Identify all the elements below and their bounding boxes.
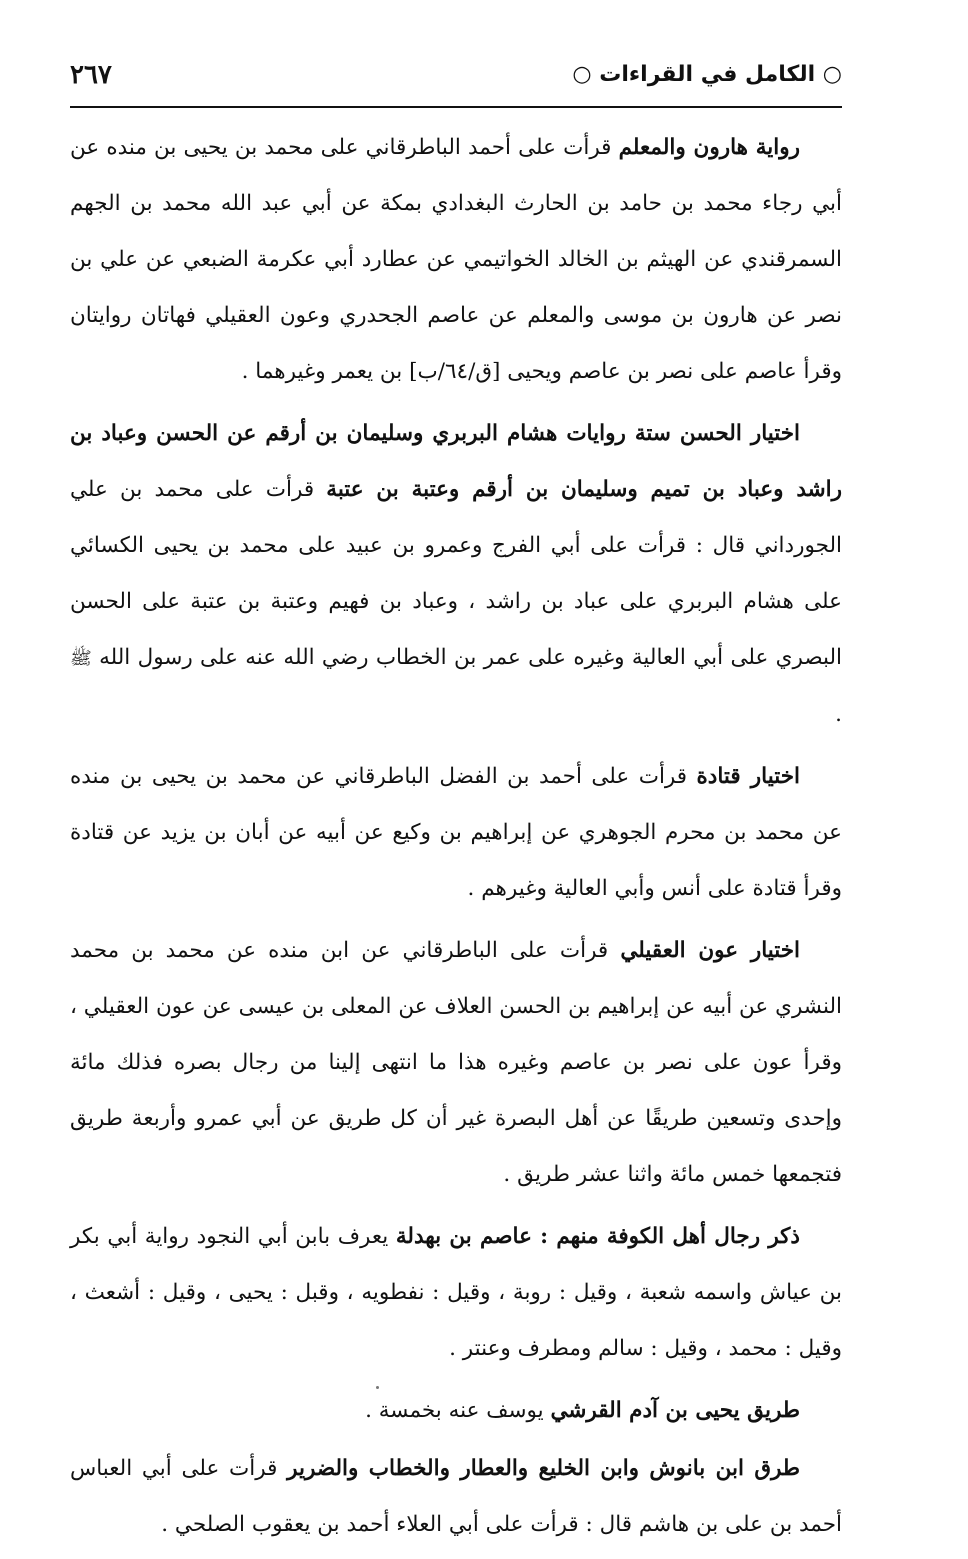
paragraph-lead: رواية هارون والمعلم: [618, 135, 800, 160]
paragraph-text: قرأت على أبي العباس أحمد بن على بن هاشم قال : قرأت على أبي العلاء أحمد بن يعقوب الصلحي .: [70, 1456, 842, 1537]
running-title: ○ الكامل في القراءات ○: [572, 62, 842, 87]
paragraph-lead: اختيار عون العقيلي: [620, 938, 801, 963]
header-rule: [70, 106, 842, 108]
paragraph-ibn-banush: [70, 1441, 842, 1553]
paragraph-text: قرأت على أحمد الباطرقاني على محمد بن يحيى بن منده عن أبي رجاء محمد بن حامد بن الحارث البغدادي بمكة عن أبي عبد الله محمد بن الجهم السمرقندي عن الهيثم بن الخالد الخواتيمي عن عطارد أبي عكرمة الضبعي عن علي بن نصر عن هارون بن موسى والمعلم عن عاصم الجحدري وعون العقيلي فهاتان روايتان وقرأ عاصم على نصر بن عاصم ويحيى [ق/٦٤/ب] بن يعمر وغيرهما .: [70, 135, 842, 384]
paragraph-lead: اختيار الحسن ستة روايات هشام البربري وسليمان بن أرقم عن الحسن وعباد بن راشد وعباد بن تميم وسليمان بن أرقم وعتبة بن عتبة: [70, 421, 842, 502]
body-text: [70, 120, 842, 1559]
paragraph-ikhtiyar-hasan: [70, 406, 842, 743]
page-header: [70, 58, 842, 104]
paragraph-text: يوسف عنه بخمسة .: [365, 1398, 551, 1423]
paragraph-ikhtiyar-qatada: [70, 749, 842, 917]
paragraph-kufa-men: [70, 1209, 842, 1377]
paragraph-ikhtiyar-awn: [70, 923, 842, 1203]
paragraph-text: قرأت على الباطرقاني عن ابن منده عن محمد بن محمد النشري عن أبيه عن إبراهيم بن الحسن العلاف عن المعلى بن عيسى عن عون العقيلي ، وقرأ عون على نصر بن عاصم وغيره هذا ما انتهى إلينا من رجال بصره فذلك مائة وإحدى وتسعين طريقًا عن أهل البصرة غير أن كل طريق عن أبي عمرو وأربعة طريق فتجمعها خمس مائة واثنا عشر طريق .: [70, 938, 842, 1187]
paragraph-lead: ذكر رجال أهل الكوفة منهم : عاصم بن بهدلة: [395, 1224, 800, 1249]
paragraph-harun-muallim: [70, 120, 842, 400]
paragraph-lead: طرق ابن بانوش وابن الخليع والعطار والخطاب والضرير: [287, 1456, 800, 1481]
paragraph-text: قرأت على محمد بن علي الجورداني قال : قرأت على أبي الفرج وعمرو بن عبيد على محمد بن يحيى الكسائي على هشام البربري على عباد بن راشد ، وعباد بن فهيم وعتبة بن عتبة على الحسن البصري على أبي العالية وغيره على عمر بن الخطاب رضي الله عنه على رسول الله: [70, 477, 842, 670]
salawat-glyph: ﷺ: [70, 648, 92, 669]
paragraph-yahya-adam: [70, 1383, 842, 1439]
footer-mark: [376, 1386, 379, 1389]
paragraph-tail: .: [835, 702, 842, 727]
paragraph-text: يعرف بابن أبي النجود رواية أبي بكر بن عياش واسمه شعبة ، وقيل : روبة ، وقيل : نفطويه ، وقبل : يحيى ، وقيل : أشعث ، وقيل : محمد ، وقيل : سالم ومطرف وعنتر .: [70, 1224, 842, 1361]
paragraph-text: قرأت على أحمد بن الفضل الباطرقاني عن محمد بن يحيى بن منده عن محمد بن محرم الجوهري عن إبراهيم بن وكيع عن أبيه عن أبان بن يزيد عن قتادة وقرأ قتادة على أنس وأبي العالية وغيرهم .: [70, 764, 842, 901]
paragraph-lead: اختيار قتادة: [696, 764, 800, 789]
page-number: ٢٦٧: [70, 60, 112, 90]
paragraph-lead: طريق يحيى بن آدم القرشي: [550, 1398, 800, 1423]
